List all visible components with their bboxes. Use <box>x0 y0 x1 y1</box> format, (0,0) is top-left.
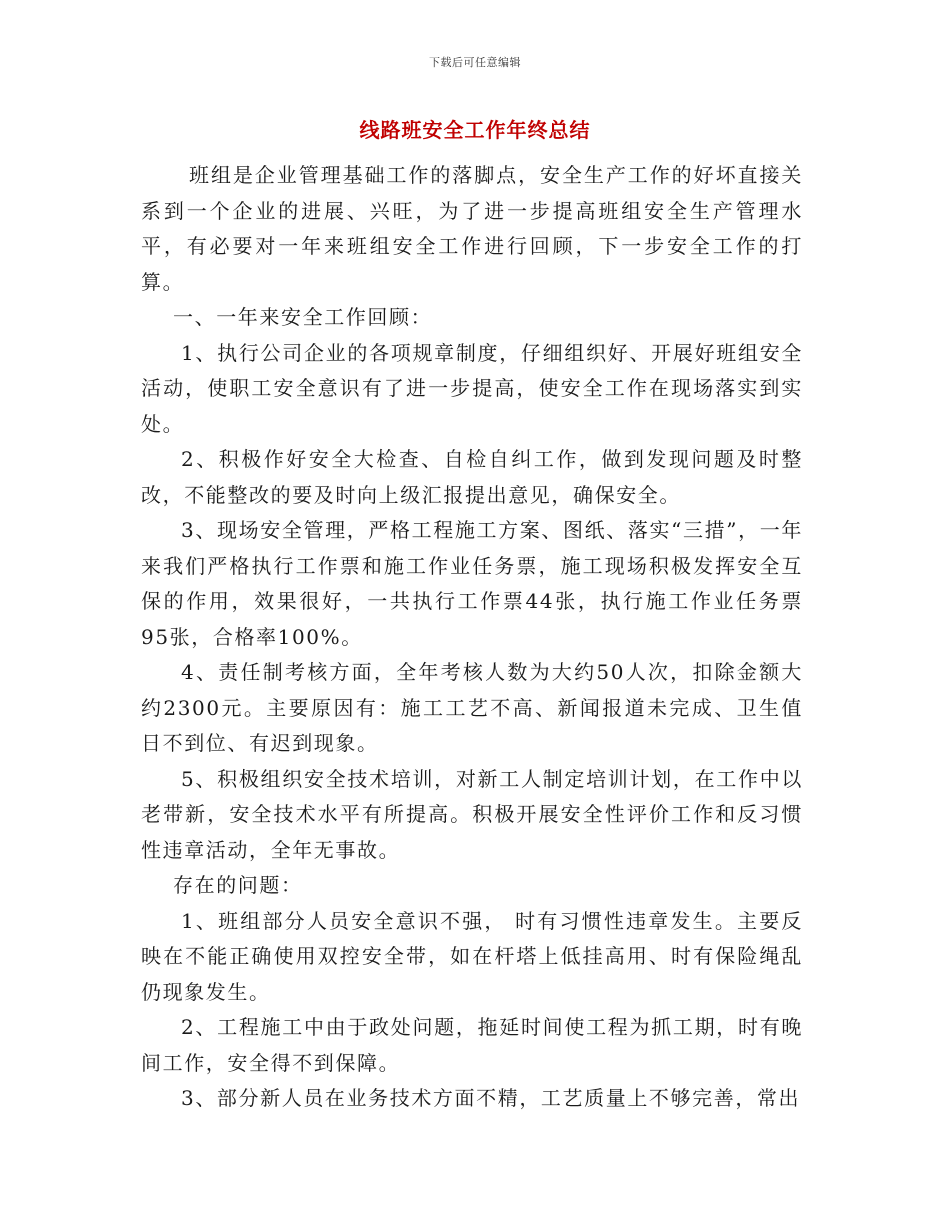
document-body <box>141 158 803 1117</box>
section-heading-review: 一、一年来安全工作回顾： <box>173 305 433 329</box>
section-heading-problems: 存在的问题： <box>173 873 303 897</box>
review-item-1: 1、执行公司企业的各项规章制度，仔细组织好、开展好班组安全活动，使职工安全意识有了进一步提高，使安全工作在现场落实到实处。 <box>141 340 803 436</box>
intro-paragraph: 班组是企业管理基础工作的落脚点，安全生产工作的好坏直接关系到一个企业的进展、兴旺，为了进一步提高班组安全生产管理水平，有必要对一年来班组安全工作进行回顾，下一步安全工作的打算。 <box>141 163 803 294</box>
problem-item-1: 1、班组部分人员安全意识不强， 时有习惯性违章发生。主要反映在不能正确使用双控安全带，如在杆塔上低挂高用、时有保险绳乱仍现象发生。 <box>141 908 803 1004</box>
problem-item-3: 3、部分新人员在业务技术方面不精，工艺质量上不够完善，常出 <box>181 1086 801 1110</box>
problem-item-2: 2、工程施工中由于政处问题，拖延时间使工程为抓工期，时有晚间工作，安全得不到保障。 <box>141 1015 803 1075</box>
document-title: 线路班安全工作年终总结 <box>359 118 591 142</box>
review-item-4: 4、责任制考核方面，全年考核人数为大约50人次，扣除金额大约2300元。主要原因有：施工工艺不高、新闻报道未完成、卫生值日不到位、有迟到现象。 <box>141 660 803 755</box>
download-note: 下载后可任意编辑 <box>429 56 521 69</box>
review-item-2: 2、积极作好安全大检查、自检自纠工作，做到发现问题及时整改，不能整改的要及时向上级汇报提出意见，确保安全。 <box>141 447 803 507</box>
review-item-3: 3、现场安全管理，严格工程施工方案、图纸、落实“三措”，一年来我们严格执行工作票和施工作业任务票，施工现场积极发挥安全互保的作用，效果很好，一共执行工作票44张，执行施工作业任务票95张，合格率100%。 <box>141 518 803 649</box>
review-item-5: 5、积极组织安全技术培训，对新工人制定培训计划，在工作中以老带新，安全技术水平有所提高。积极开展安全性评价工作和反习惯性违章活动，全年无事故。 <box>141 766 803 862</box>
